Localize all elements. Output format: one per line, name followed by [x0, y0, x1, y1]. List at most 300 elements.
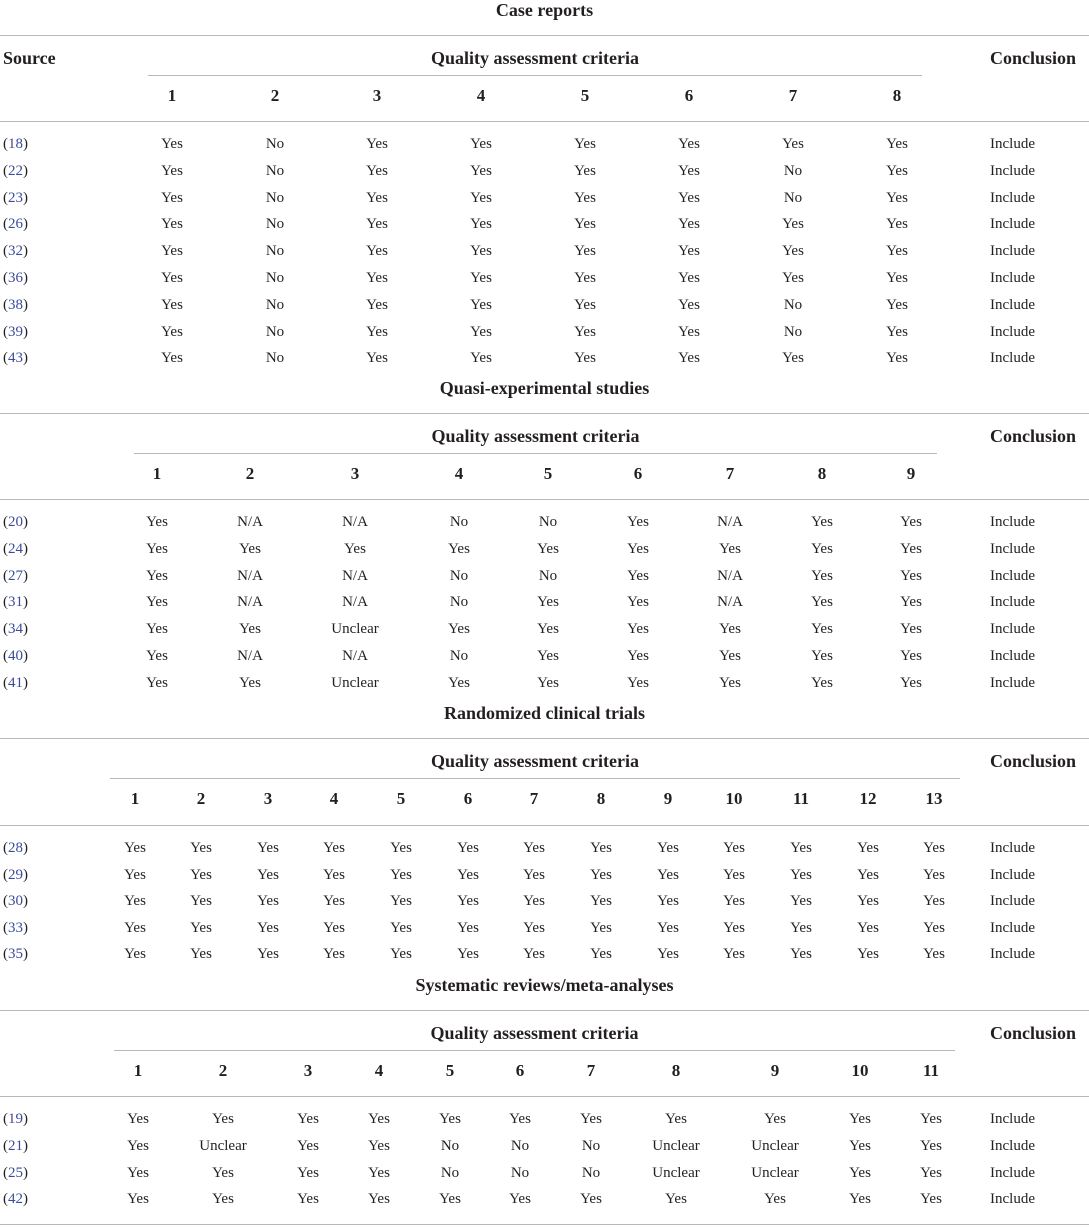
reference-link[interactable]: 36	[8, 270, 23, 286]
reference-link[interactable]: 26	[8, 216, 23, 233]
conclusion-cell: Include	[990, 1137, 1035, 1154]
criterion-value: Yes	[344, 540, 366, 557]
conclusion-cell: Include	[990, 216, 1035, 233]
criterion-value: Yes	[212, 1111, 234, 1127]
reference-link[interactable]: 34	[8, 621, 23, 638]
criterion-value: Yes	[457, 840, 479, 856]
criterion-value: Yes	[212, 1164, 234, 1181]
criterion-number: 2	[218, 1061, 228, 1080]
criterion-value: Yes	[470, 296, 492, 313]
criterion-value: Yes	[849, 1164, 871, 1181]
source-cell: (26)	[3, 216, 28, 233]
conclusion-cell: Include	[990, 893, 1035, 910]
source-cell: (19)	[3, 1111, 28, 1127]
criterion-value: Yes	[537, 594, 559, 611]
reference-link[interactable]: 32	[8, 243, 23, 260]
criterion-number: 4	[329, 789, 339, 808]
criterion-value: Yes	[678, 243, 700, 260]
reference-link[interactable]: 29	[8, 866, 23, 883]
reference-link[interactable]: 27	[8, 567, 23, 584]
criterion-value: N/A	[342, 594, 368, 611]
criterion-number: 6	[515, 1061, 525, 1080]
criterion-value: N/A	[717, 594, 743, 611]
criterion-value: Yes	[366, 216, 388, 233]
criterion-value: Yes	[782, 136, 804, 152]
criterion-value: Yes	[886, 216, 908, 233]
conclusion-header: Conclusion	[990, 1023, 1077, 1043]
criterion-value: N/A	[237, 648, 263, 664]
criterion-number: 12	[859, 789, 877, 808]
source-cell: (31)	[3, 594, 28, 611]
criterion-value: Yes	[124, 840, 146, 856]
criterion-value: Yes	[782, 216, 804, 233]
criterion-value: Yes	[257, 919, 279, 936]
reference-link[interactable]: 38	[8, 296, 23, 313]
criterion-value: N/A	[342, 567, 368, 584]
criterion-value: Yes	[811, 540, 833, 557]
source-cell: (25)	[3, 1164, 28, 1181]
criterion-value: Yes	[390, 893, 412, 910]
criterion-value: Yes	[886, 270, 908, 286]
criteria-underline	[134, 453, 937, 454]
criterion-value: Yes	[457, 946, 479, 963]
criterion-number: 8	[817, 464, 827, 483]
reference-link[interactable]: 40	[8, 648, 23, 664]
criterion-value: No	[783, 323, 803, 340]
criterion-value: Yes	[161, 323, 183, 340]
criterion-value: Yes	[366, 350, 388, 367]
criterion-value: Yes	[790, 919, 812, 936]
criterion-value: Yes	[323, 893, 345, 910]
criterion-value: Yes	[886, 296, 908, 313]
criterion-value: No	[265, 162, 285, 179]
source-cell: (38)	[3, 296, 28, 313]
criterion-value: No	[783, 189, 803, 206]
criterion-value: Yes	[782, 270, 804, 286]
reference-link[interactable]: 31	[8, 594, 23, 611]
criterion-value: Yes	[161, 270, 183, 286]
criterion-value: N/A	[237, 567, 263, 584]
criterion-value: Yes	[900, 540, 922, 557]
reference-link[interactable]: 42	[8, 1191, 23, 1208]
criterion-value: Yes	[323, 946, 345, 963]
criterion-value: Yes	[886, 243, 908, 260]
criterion-value: No	[783, 162, 803, 179]
criterion-value: Yes	[790, 866, 812, 883]
criterion-value: Yes	[257, 866, 279, 883]
criterion-number: 10	[851, 1061, 869, 1080]
criterion-value: Yes	[627, 594, 649, 611]
criterion-value: No	[510, 1164, 530, 1181]
reference-link[interactable]: 19	[8, 1111, 23, 1127]
criterion-value: Yes	[470, 216, 492, 233]
criterion-number: 11	[792, 789, 810, 808]
criterion-value: Yes	[146, 540, 168, 557]
reference-link[interactable]: 25	[8, 1164, 23, 1181]
source-cell: (43)	[3, 350, 28, 367]
criterion-value: Yes	[857, 946, 879, 963]
criterion-value: Yes	[124, 893, 146, 910]
criterion-value: Yes	[900, 648, 922, 664]
criterion-value: Yes	[146, 648, 168, 664]
criterion-value: Yes	[368, 1191, 390, 1208]
criterion-value: Yes	[627, 674, 649, 691]
criterion-value: Yes	[678, 136, 700, 152]
criterion-value: Yes	[657, 946, 679, 963]
criterion-value: N/A	[237, 594, 263, 611]
conclusion-cell: Include	[990, 136, 1035, 152]
section-title: Systematic reviews/meta-analyses	[415, 975, 674, 995]
criterion-value: Yes	[124, 866, 146, 883]
criterion-value: Unclear	[751, 1164, 799, 1181]
criterion-value: Yes	[627, 648, 649, 664]
reference-link[interactable]: 22	[8, 162, 23, 179]
conclusion-cell: Include	[990, 648, 1035, 664]
table-rule	[0, 413, 1089, 414]
criterion-value: Yes	[146, 567, 168, 584]
criterion-value: Yes	[366, 323, 388, 340]
source-cell: (34)	[3, 621, 28, 638]
criterion-value: Yes	[574, 136, 596, 152]
reference-link[interactable]: 28	[8, 840, 23, 856]
reference-link[interactable]: 39	[8, 323, 23, 340]
criterion-value: Yes	[657, 893, 679, 910]
criterion-value: Yes	[920, 1164, 942, 1181]
criterion-number: 9	[906, 464, 916, 483]
conclusion-cell: Include	[990, 1191, 1035, 1208]
criterion-number: 1	[167, 86, 177, 105]
criterion-value: Yes	[678, 270, 700, 286]
criterion-value: Yes	[523, 893, 545, 910]
criterion-value: Yes	[470, 323, 492, 340]
criterion-value: Yes	[857, 840, 879, 856]
criterion-value: Yes	[366, 243, 388, 260]
criterion-number: 9	[663, 789, 673, 808]
conclusion-cell: Include	[990, 540, 1035, 557]
criterion-value: Yes	[811, 594, 833, 611]
criterion-value: No	[538, 514, 558, 530]
conclusion-header: Conclusion	[990, 751, 1077, 771]
criterion-value: Yes	[719, 621, 741, 638]
reference-link[interactable]: 23	[8, 189, 23, 206]
criterion-value: Yes	[665, 1191, 687, 1208]
criterion-value: Yes	[574, 270, 596, 286]
criterion-value: Yes	[239, 540, 261, 557]
criterion-value: No	[265, 243, 285, 260]
criterion-value: Yes	[146, 514, 168, 530]
section-title: Randomized clinical trials	[444, 703, 645, 723]
criterion-value: Yes	[190, 946, 212, 963]
criterion-number: 13	[925, 789, 943, 808]
criterion-value: Yes	[537, 674, 559, 691]
table-rule	[0, 1010, 1089, 1011]
criterion-value: No	[265, 216, 285, 233]
criteria-header: Quality assessment criteria	[431, 426, 640, 446]
criterion-number: 8	[671, 1061, 681, 1080]
criterion-value: Yes	[161, 243, 183, 260]
criterion-value: Yes	[457, 893, 479, 910]
conclusion-cell: Include	[990, 350, 1035, 367]
conclusion-cell: Include	[990, 840, 1035, 856]
reference-link[interactable]: 30	[8, 893, 23, 910]
criteria-header: Quality assessment criteria	[431, 48, 639, 68]
conclusion-cell: Include	[990, 162, 1035, 179]
criterion-value: Yes	[811, 621, 833, 638]
criterion-value: No	[265, 270, 285, 286]
criterion-value: Yes	[470, 136, 492, 152]
criterion-value: Yes	[811, 567, 833, 584]
criterion-value: Yes	[190, 919, 212, 936]
table-rule	[0, 1096, 1089, 1097]
source-cell: (35)	[3, 946, 28, 963]
criterion-value: Yes	[886, 350, 908, 367]
criterion-value: Yes	[627, 514, 649, 530]
criterion-value: No	[449, 594, 469, 611]
criterion-number: 7	[788, 86, 798, 105]
criterion-value: Yes	[161, 189, 183, 206]
criterion-value: Yes	[723, 893, 745, 910]
criterion-value: Yes	[448, 674, 470, 691]
source-cell: (39)	[3, 323, 28, 340]
criterion-value: Yes	[719, 540, 741, 557]
criterion-value: Yes	[678, 216, 700, 233]
criterion-value: Yes	[857, 866, 879, 883]
criterion-value: No	[265, 350, 285, 367]
criterion-value: Yes	[127, 1191, 149, 1208]
criterion-number: 1	[152, 464, 162, 483]
conclusion-cell: Include	[990, 1164, 1035, 1181]
criterion-value: Yes	[366, 270, 388, 286]
criterion-value: No	[538, 567, 558, 584]
criterion-value: Yes	[811, 674, 833, 691]
criterion-value: Yes	[509, 1111, 531, 1127]
criterion-value: Yes	[657, 866, 679, 883]
criterion-value: Yes	[390, 866, 412, 883]
criterion-number: 4	[454, 464, 464, 483]
criterion-value: Yes	[678, 350, 700, 367]
criterion-number: 5	[580, 86, 590, 105]
criterion-value: Yes	[509, 1191, 531, 1208]
criterion-value: Yes	[127, 1111, 149, 1127]
reference-link[interactable]: 18	[8, 136, 23, 152]
criterion-value: Yes	[161, 296, 183, 313]
table-rule	[0, 499, 1089, 500]
criterion-value: Yes	[390, 840, 412, 856]
conclusion-cell: Include	[990, 621, 1035, 638]
criterion-value: Yes	[678, 296, 700, 313]
criterion-value: N/A	[717, 514, 743, 530]
criterion-value: Unclear	[652, 1164, 700, 1181]
criterion-number: 5	[396, 789, 406, 808]
criterion-value: Yes	[920, 1111, 942, 1127]
criterion-value: No	[265, 323, 285, 340]
source-cell: (41)	[3, 674, 28, 691]
criterion-value: Yes	[127, 1164, 149, 1181]
criterion-number: 5	[543, 464, 553, 483]
criterion-number: 2	[245, 464, 255, 483]
criterion-value: Yes	[790, 840, 812, 856]
reference-link[interactable]: 41	[8, 674, 23, 691]
criterion-value: Unclear	[751, 1137, 799, 1154]
criterion-value: Yes	[790, 946, 812, 963]
criterion-value: Yes	[900, 621, 922, 638]
conclusion-cell: Include	[990, 567, 1035, 584]
criterion-value: Yes	[368, 1164, 390, 1181]
criterion-value: Yes	[580, 1191, 602, 1208]
table-rule	[0, 738, 1089, 739]
criterion-number: 3	[372, 86, 382, 105]
criterion-value: N/A	[342, 514, 368, 530]
criterion-value: Yes	[537, 621, 559, 638]
criterion-value: Yes	[297, 1137, 319, 1154]
criterion-value: Yes	[366, 162, 388, 179]
source-cell: (23)	[3, 189, 28, 206]
criterion-value: Yes	[678, 323, 700, 340]
criterion-value: Yes	[580, 1111, 602, 1127]
criterion-value: Yes	[470, 350, 492, 367]
table-rule	[0, 121, 1089, 122]
criteria-underline	[114, 1050, 955, 1051]
criterion-number: 7	[529, 789, 539, 808]
criterion-value: Yes	[470, 243, 492, 260]
criterion-value: Yes	[923, 919, 945, 936]
reference-link[interactable]: 43	[8, 350, 23, 367]
criterion-value: Yes	[900, 567, 922, 584]
reference-link[interactable]: 21	[8, 1137, 23, 1154]
criterion-value: Yes	[574, 189, 596, 206]
criterion-value: Yes	[368, 1111, 390, 1127]
conclusion-header: Conclusion	[990, 48, 1077, 68]
criterion-value: Yes	[127, 1137, 149, 1154]
criterion-value: Yes	[900, 514, 922, 530]
conclusion-cell: Include	[990, 296, 1035, 313]
source-cell: (22)	[3, 162, 28, 179]
criterion-value: Unclear	[199, 1137, 247, 1154]
criterion-number: 6	[633, 464, 643, 483]
criteria-underline	[148, 75, 922, 76]
source-cell: (18)	[3, 136, 28, 152]
criterion-value: Yes	[323, 866, 345, 883]
reference-link[interactable]: 20	[8, 514, 23, 530]
conclusion-cell: Include	[990, 866, 1035, 883]
criterion-value: Yes	[439, 1191, 461, 1208]
conclusion-cell: Include	[990, 919, 1035, 936]
criterion-value: Yes	[146, 621, 168, 638]
criterion-value: Yes	[239, 621, 261, 638]
criterion-number: 1	[133, 1061, 143, 1080]
criterion-value: Yes	[390, 919, 412, 936]
criterion-value: Yes	[161, 162, 183, 179]
section-title: Quasi-experimental studies	[439, 378, 650, 398]
criterion-number: 7	[586, 1061, 596, 1080]
criterion-value: Yes	[627, 540, 649, 557]
source-cell: (24)	[3, 540, 28, 557]
criterion-value: Yes	[590, 840, 612, 856]
criterion-value: Yes	[239, 674, 261, 691]
criterion-value: No	[510, 1137, 530, 1154]
criterion-value: Yes	[470, 270, 492, 286]
criterion-value: Unclear	[331, 674, 379, 691]
criterion-value: Yes	[448, 621, 470, 638]
criterion-value: Yes	[366, 189, 388, 206]
criterion-value: Yes	[257, 893, 279, 910]
criterion-value: Yes	[900, 674, 922, 691]
criterion-value: Yes	[678, 162, 700, 179]
criteria-underline	[110, 778, 960, 779]
criterion-number: 4	[374, 1061, 384, 1080]
criterion-number: 8	[892, 86, 902, 105]
criterion-value: Yes	[811, 648, 833, 664]
criterion-value: Yes	[470, 162, 492, 179]
criterion-value: N/A	[237, 514, 263, 530]
table-rule	[0, 1224, 1089, 1225]
criterion-value: Yes	[368, 1137, 390, 1154]
criterion-number: 2	[196, 789, 206, 808]
criterion-value: Yes	[366, 136, 388, 152]
criterion-value: Yes	[790, 893, 812, 910]
criterion-value: Yes	[590, 919, 612, 936]
criterion-value: No	[265, 136, 285, 152]
criterion-value: Yes	[857, 919, 879, 936]
criterion-value: Yes	[782, 243, 804, 260]
criterion-value: Yes	[523, 946, 545, 963]
criterion-value: No	[449, 648, 469, 664]
criterion-value: Yes	[590, 946, 612, 963]
reference-link[interactable]: 24	[8, 540, 23, 557]
conclusion-cell: Include	[990, 270, 1035, 286]
criterion-value: Yes	[627, 621, 649, 638]
criterion-value: Yes	[857, 893, 879, 910]
criterion-value: Yes	[574, 296, 596, 313]
criterion-value: Yes	[923, 946, 945, 963]
section-title: Case reports	[495, 0, 594, 20]
criterion-value: Yes	[190, 840, 212, 856]
criterion-value: Yes	[886, 189, 908, 206]
criterion-value: Yes	[923, 866, 945, 883]
criterion-value: Yes	[297, 1164, 319, 1181]
criterion-value: Yes	[665, 1111, 687, 1127]
reference-link[interactable]: 35	[8, 946, 23, 963]
criterion-value: Yes	[886, 162, 908, 179]
source-cell: (27)	[3, 567, 28, 584]
criterion-value: Yes	[723, 866, 745, 883]
criterion-value: Yes	[323, 919, 345, 936]
reference-link[interactable]: 33	[8, 919, 23, 936]
criterion-number: 9	[770, 1061, 780, 1080]
criterion-value: No	[265, 296, 285, 313]
criterion-value: Yes	[161, 350, 183, 367]
criterion-value: Yes	[366, 296, 388, 313]
criterion-value: Yes	[448, 540, 470, 557]
criterion-value: Yes	[537, 540, 559, 557]
source-cell: (42)	[3, 1191, 28, 1208]
criterion-value: Yes	[764, 1191, 786, 1208]
criterion-number: 4	[476, 86, 486, 105]
criterion-value: Yes	[190, 866, 212, 883]
criterion-value: Yes	[678, 189, 700, 206]
source-header: Source	[3, 48, 56, 68]
criterion-number: 1	[130, 789, 140, 808]
criterion-value: Yes	[439, 1111, 461, 1127]
criterion-value: Yes	[923, 893, 945, 910]
source-cell: (36)	[3, 270, 28, 286]
conclusion-cell: Include	[990, 594, 1035, 611]
criterion-number: 6	[463, 789, 473, 808]
criterion-value: Yes	[323, 840, 345, 856]
criterion-value: Yes	[723, 840, 745, 856]
criterion-number: 3	[303, 1061, 313, 1080]
table-rule	[0, 35, 1089, 36]
